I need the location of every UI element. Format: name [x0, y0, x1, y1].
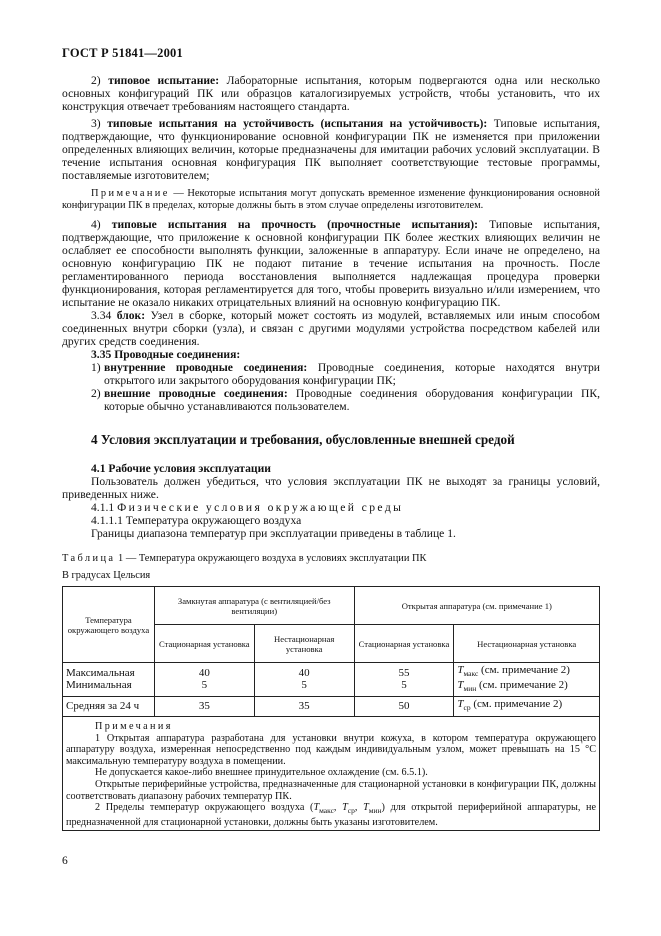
- paragraph-block: 3.34 блок: Узел в сборке, который может состоять из модулей, вставляемых или иным способом соединенных внутри сборки (узла), и связан с другими модулями устройства посредством кабелей или других средств соединения.: [62, 309, 600, 348]
- paragraph-stability-test: 3) типовые испытания на устойчивость (испытания на устойчивость): Типовые испытания, подтверждающие, что функционирование основной конфигурации ПК не изменяется при приложении определенных влияющих величин, которые предназначены для имитации рабочих условий эксплуатации. В течение испытания основная конфигурация ПК выполняет соответствующие тестовые программы, поставляемые изготовителем;: [62, 117, 601, 182]
- page-number: 6: [62, 855, 68, 867]
- cell-open-stat-avg: 50: [354, 697, 454, 717]
- note-stability-test: Примечание — Некоторые испытания могут допускать временное изменение функционирования основной конфигурации ПК в пределах, которые должны быть в этом случае определены изготовителем.: [62, 188, 600, 211]
- cell-closed-nonstat-max-min: 40 5: [254, 663, 354, 697]
- paragraph-4-1-1-1: Границы диапазона температур при эксплуатации приведены в таблице 1.: [91, 527, 456, 540]
- paragraph-type-test: 2) типовое испытание: Лабораторные испытания, которым подвергаются одна или несколько основных конфигураций ПК или образцов каталогизируемых устройств, чтобы установить, что их конструкция отвечает требованиям настоящего стандарта.: [62, 74, 600, 113]
- note-2: 2 Пределы температур окружающего воздуха ($T_{макс}$, $T_{ср}$, $T_{мин}$) для открытой периферийной аппаратуры, не предназначенной для стационарной установки, должны быть указаны изготовителем.: [66, 802, 596, 828]
- heading-4-1-1: 4.1.1 Физические условия окружающей среды: [91, 501, 404, 514]
- section-4-heading: 4 Условия эксплуатации и требования, обусловленные внешней средой: [91, 432, 515, 447]
- header-closed-equipment: Замкнутая аппаратура (с вентиляцией/без вентиляции): [154, 587, 354, 625]
- temperature-table: [62, 586, 600, 831]
- header-temperature: Температура окружающего воздуха: [63, 587, 155, 663]
- heading-4-1-1-1: 4.1.1.1 Температура окружающего воздуха: [91, 514, 302, 527]
- list-item-external-connections: 2) внешние проводные соединения: Проводные соединения оборудования конфигурации ПК, которые обычно устанавливаются пользователем.: [91, 387, 600, 413]
- header-stationary-open: Стационарная установка: [354, 625, 454, 663]
- header-open-equipment: Открытая аппаратура (см. примечание 1): [354, 587, 599, 625]
- table-title: Таблица 1 — Температура окружающего воздуха в условиях эксплуатации ПК: [62, 553, 427, 564]
- cell-closed-stat-max-min: 40 5: [154, 663, 254, 697]
- note-1b: Не допускается какое-либо внешнее принудительное охлаждение (см. 6.5.1).: [95, 767, 428, 779]
- heading-4-1: 4.1 Рабочие условия эксплуатации: [91, 462, 271, 475]
- table-notes: [63, 717, 600, 831]
- list-item-internal-connections: 1) внутренние проводные соединения: Проводные соединения, которые находятся внутри открытого или закрытого оборудования конфигурации ПК;: [91, 361, 600, 387]
- table-units: В градусах Цельсия: [62, 570, 151, 581]
- paragraph-strength-test: 4) типовые испытания на прочность (прочностные испытания): Типовые испытания, подтверждающие, что приложение к основной конфигурации ПК более жестких влияющих величин не ослабляет ее способности выполнять функции, заложенные в аппаратуру. Если иначе не определено, на основную конфигурацию ПК не подают питание в течение испытания на прочность. После регламентированного периода восстановления выполняется надлежащая процедура проверки функционирования, которая регламентируется для того, чтобы проверить визуально и/или измерением, что испытание не оказало никаких отрицательных влияний на основную конфигурацию ПК.: [62, 218, 600, 309]
- note-1: 1 Открытая аппаратура разработана для установки внутри кожуха, в котором температура окружающего аппаратуру воздуха, измеренная непосредственно под каждым индивидуальным узлом, может превышать на 15 °С максимальную температуру воздуха в помещении.: [66, 732, 596, 767]
- cell-open-nonstat-avg: $T_{ср}$ (см. примечание 2): [454, 697, 600, 717]
- heading-wired-connections: 3.35 Проводные соединения:: [91, 348, 241, 361]
- document-header: ГОСТ Р 51841—2001: [62, 46, 183, 60]
- cell-closed-stat-avg: 35: [154, 697, 254, 717]
- document-body: [62, 74, 600, 831]
- notes-title: Примечания: [95, 721, 173, 733]
- cell-open-nonstat-max-min: $T_{макс}$ (см. примечание 2) $T_{мин}$ (см. примечание 2): [454, 663, 600, 697]
- cell-open-stat-max-min: 55 5: [354, 663, 454, 697]
- row-label-max-min: Максимальная Минимальная: [63, 663, 155, 697]
- note-1c: Открытые периферийные устройства, предназначенные для стационарной установки в конфигурации ПК, должны соответствовать диапазону рабочих температур ПК.: [66, 779, 596, 802]
- paragraph-4-1: Пользователь должен убедиться, что условия эксплуатации ПК не выходят за границы условий, приведенных ниже.: [62, 475, 600, 501]
- header-nonstationary-open: Нестационарная установка: [454, 625, 600, 663]
- header-stationary: Стационарная установка: [154, 625, 254, 663]
- header-nonstationary: Нестационарная установка: [254, 625, 354, 663]
- cell-closed-nonstat-avg: 35: [254, 697, 354, 717]
- row-label-average: Средняя за 24 ч: [63, 697, 155, 717]
